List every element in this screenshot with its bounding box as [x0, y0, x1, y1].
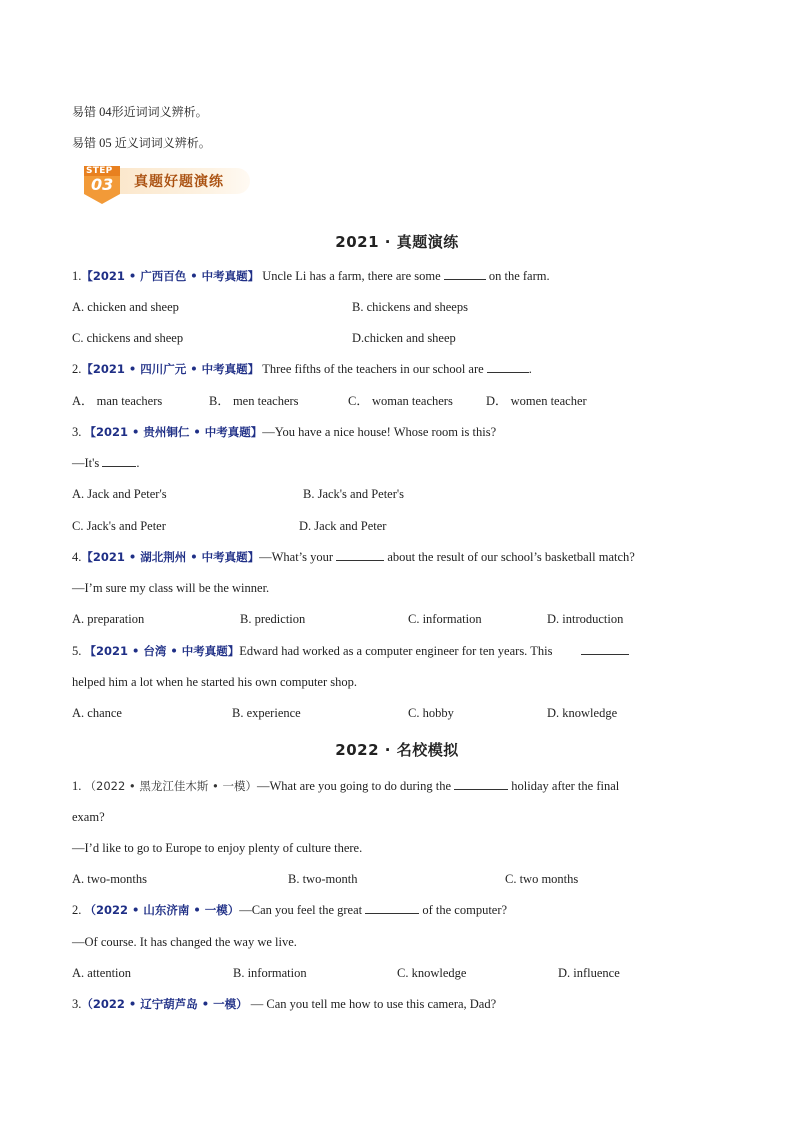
- note-05: [72, 135, 211, 151]
- source-tag: （2022 • 辽宁葫芦岛 • 一模）: [81, 997, 248, 1011]
- question-number: 5.: [72, 644, 82, 658]
- question-4-reply: —I’m sure my class will be the winner.: [72, 581, 270, 595]
- option-a: A． man teachers: [72, 394, 163, 408]
- note-04: [72, 104, 208, 120]
- option-a: A. Jack and Peter's: [72, 487, 167, 501]
- question-5-stem: [72, 643, 629, 659]
- question-s2-1-line2: exam?: [72, 810, 105, 824]
- option-c: C. two months: [505, 872, 579, 886]
- question-text: — Can you tell me how to use this camera, Dad?: [250, 997, 497, 1011]
- source-tag: （2022 • 山东济南 • 一模）: [84, 903, 240, 917]
- answer-blank[interactable]: [336, 549, 384, 561]
- option-b: B. experience: [232, 706, 301, 720]
- option-b: B. Jack's and Peter's: [303, 487, 405, 501]
- question-number: 2.: [72, 362, 82, 376]
- question-number: 1.: [72, 779, 82, 793]
- question-s2-2-stem: [72, 902, 507, 918]
- option-b: B. prediction: [240, 612, 306, 626]
- note-number: 04: [99, 105, 112, 119]
- section-heading-2022: 2022 · 名校模拟: [335, 741, 459, 759]
- question-text: —What’s your: [259, 550, 334, 564]
- note-text: 形近词词义辨析。: [111, 105, 208, 119]
- source-tag: （2022 • 黑龙江佳木斯 • 一模）: [84, 779, 257, 793]
- question-text: Uncle Li has a farm, there are some: [262, 269, 441, 283]
- question-text: Three fifths of the teachers in our school are: [262, 362, 484, 376]
- option-b: B. two-month: [288, 872, 358, 886]
- question-s2-1-reply: —I’d like to go to Europe to enjoy plenty of culture there.: [72, 841, 363, 855]
- question-tail: holiday after the final: [511, 779, 620, 793]
- question-text: —What are you going to do during the: [256, 779, 452, 793]
- question-3-reply: [72, 455, 140, 471]
- reply-text: —It's: [72, 456, 100, 470]
- source-tag: 【2021 • 贵州铜仁 • 中考真题】: [84, 425, 263, 439]
- question-number: 3.: [72, 425, 82, 439]
- option-d: D． women teacher: [486, 394, 587, 408]
- option-b: B． men teachers: [209, 394, 299, 408]
- source-tag: 【2021 • 台湾 • 中考真题】: [84, 644, 240, 658]
- source-tag: 【2021 • 广西百色 • 中考真题】: [81, 269, 260, 283]
- option-b: B. information: [233, 966, 307, 980]
- note-prefix: 易错: [72, 105, 97, 119]
- question-tail: on the farm.: [488, 269, 550, 283]
- question-number: 4.: [72, 550, 82, 564]
- answer-blank[interactable]: [102, 455, 136, 467]
- question-s2-3-stem: [72, 996, 496, 1012]
- note-text: 近义词词义辨析。: [114, 136, 211, 150]
- option-a: A. preparation: [72, 612, 145, 626]
- note-number: 05: [99, 136, 112, 150]
- option-d: D. Jack and Peter: [299, 519, 387, 533]
- question-tail: of the computer?: [422, 903, 508, 917]
- option-c: C. Jack's and Peter: [72, 519, 166, 533]
- question-text: —Can you feel the great: [239, 903, 363, 917]
- step-number: 03: [91, 175, 114, 194]
- question-text: —You have a nice house! Whose room is this?: [262, 425, 497, 439]
- option-c: C． woman teachers: [348, 394, 453, 408]
- question-4-stem: [72, 549, 635, 565]
- option-d: D.chicken and sheep: [352, 331, 456, 345]
- option-c: C. information: [408, 612, 482, 626]
- question-5-line2: helped him a lot when he started his own computer shop.: [72, 675, 358, 689]
- option-a: A. two-months: [72, 872, 147, 886]
- question-1-stem: [72, 268, 550, 284]
- option-d: D. introduction: [547, 612, 624, 626]
- answer-blank[interactable]: [365, 902, 419, 914]
- answer-blank[interactable]: [487, 361, 529, 373]
- question-s2-1-stem: [72, 778, 619, 794]
- reply-tail: .: [136, 456, 140, 470]
- section-heading-2021: 2021 · 真题演练: [335, 233, 459, 251]
- question-number: 2.: [72, 903, 82, 917]
- question-s2-2-reply: —Of course. It has changed the way we live.: [72, 935, 297, 949]
- step-title: 真题好题演练: [134, 174, 224, 190]
- answer-blank[interactable]: [454, 778, 508, 790]
- note-prefix: 易错: [72, 136, 97, 150]
- question-number: 1.: [72, 269, 82, 283]
- answer-blank[interactable]: [444, 268, 486, 280]
- option-d: D. knowledge: [547, 706, 618, 720]
- question-number: 3.: [72, 997, 82, 1011]
- source-tag: 【2021 • 四川广元 • 中考真题】: [81, 362, 260, 376]
- option-c: C. chickens and sheep: [72, 331, 184, 345]
- question-tail: about the result of our school’s basketball match?: [387, 550, 635, 564]
- option-a: A. attention: [72, 966, 132, 980]
- source-tag: 【2021 • 湖北荆州 • 中考真题】: [81, 550, 260, 564]
- question-text: Edward had worked as a computer engineer for ten years. This: [239, 644, 553, 658]
- option-d: D. influence: [558, 966, 620, 980]
- step-banner: [78, 164, 252, 206]
- answer-blank[interactable]: [581, 643, 629, 655]
- option-b: B. chickens and sheeps: [352, 300, 468, 314]
- option-c: C. hobby: [408, 706, 454, 720]
- question-3-stem: [72, 424, 496, 440]
- step-label: STEP: [86, 166, 113, 176]
- option-c: C. knowledge: [397, 966, 467, 980]
- question-2-stem: [72, 361, 532, 377]
- option-a: A. chicken and sheep: [72, 300, 179, 314]
- option-a: A. chance: [72, 706, 122, 720]
- question-tail: .: [528, 362, 532, 376]
